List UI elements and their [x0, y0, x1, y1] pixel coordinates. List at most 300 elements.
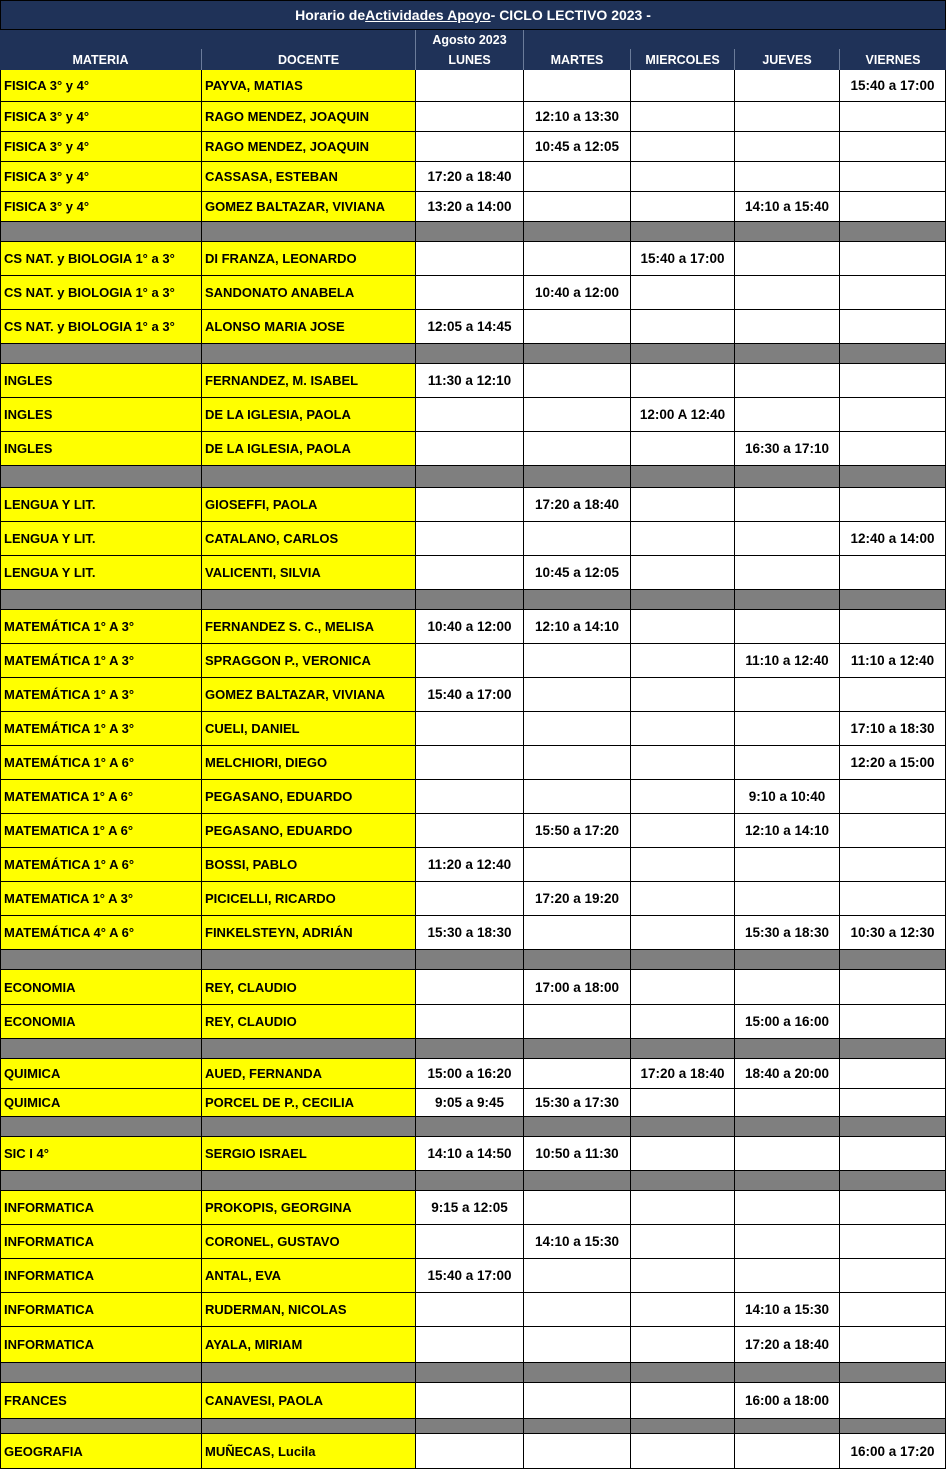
time-slot-martes	[524, 522, 631, 556]
separator-row	[524, 222, 631, 242]
column-header-miercoles: MIERCOLES	[631, 49, 735, 70]
time-slot-miercoles: 12:00 A 12:40	[631, 398, 735, 432]
time-slot-jueves: 16:30 a 17:10	[735, 432, 840, 466]
time-slot-viernes	[840, 432, 946, 466]
separator-row	[202, 1419, 416, 1434]
teacher-cell: CANAVESI, PAOLA	[202, 1383, 416, 1419]
time-slot-martes	[524, 364, 631, 398]
time-slot-viernes	[840, 1059, 946, 1089]
subject-cell: MATEMÁTICA 1° A 3°	[0, 712, 202, 746]
teacher-cell: MELCHIORI, DIEGO	[202, 746, 416, 780]
time-slot-jueves	[735, 1259, 840, 1293]
teacher-cell: REY, CLAUDIO	[202, 1005, 416, 1039]
time-slot-lunes: 11:20 a 12:40	[416, 848, 524, 882]
time-slot-lunes: 13:20 a 14:00	[416, 192, 524, 222]
time-slot-jueves	[735, 1089, 840, 1117]
time-slot-lunes	[416, 432, 524, 466]
time-slot-martes: 17:20 a 18:40	[524, 488, 631, 522]
separator-row	[202, 590, 416, 610]
time-slot-viernes	[840, 1089, 946, 1117]
time-slot-viernes	[840, 1293, 946, 1327]
time-slot-lunes: 11:30 a 12:10	[416, 364, 524, 398]
time-slot-miercoles: 15:40 a 17:00	[631, 242, 735, 276]
time-slot-jueves	[735, 522, 840, 556]
separator-row	[416, 590, 524, 610]
time-slot-jueves	[735, 398, 840, 432]
time-slot-lunes: 9:15 a 12:05	[416, 1191, 524, 1225]
time-slot-lunes	[416, 522, 524, 556]
time-slot-miercoles	[631, 132, 735, 162]
time-slot-jueves	[735, 162, 840, 192]
time-slot-martes	[524, 746, 631, 780]
time-slot-miercoles	[631, 970, 735, 1005]
time-slot-jueves	[735, 1225, 840, 1259]
time-slot-lunes	[416, 1005, 524, 1039]
time-slot-jueves	[735, 882, 840, 916]
separator-row	[524, 1039, 631, 1059]
subject-cell: CS NAT. y BIOLOGIA 1° a 3°	[0, 276, 202, 310]
time-slot-lunes	[416, 102, 524, 132]
time-slot-miercoles	[631, 1089, 735, 1117]
time-slot-martes: 10:45 a 12:05	[524, 132, 631, 162]
subject-cell: INFORMATICA	[0, 1259, 202, 1293]
separator-row	[735, 1171, 840, 1191]
time-slot-martes	[524, 1383, 631, 1419]
separator-row	[631, 1363, 735, 1383]
time-slot-viernes	[840, 814, 946, 848]
subject-cell: LENGUA Y LIT.	[0, 522, 202, 556]
time-slot-jueves: 18:40 a 20:00	[735, 1059, 840, 1089]
subject-cell: QUIMICA	[0, 1089, 202, 1117]
time-slot-jueves	[735, 102, 840, 132]
separator-row	[202, 1117, 416, 1137]
time-slot-martes: 17:00 a 18:00	[524, 970, 631, 1005]
time-slot-viernes	[840, 678, 946, 712]
separator-row	[524, 1363, 631, 1383]
time-slot-miercoles	[631, 310, 735, 344]
time-slot-viernes	[840, 162, 946, 192]
time-slot-miercoles	[631, 192, 735, 222]
time-slot-jueves	[735, 242, 840, 276]
time-slot-martes	[524, 780, 631, 814]
time-slot-martes	[524, 70, 631, 102]
subject-cell: INFORMATICA	[0, 1327, 202, 1363]
time-slot-martes	[524, 848, 631, 882]
separator-row	[202, 466, 416, 488]
separator-row	[416, 344, 524, 364]
subject-cell: QUIMICA	[0, 1059, 202, 1089]
time-slot-viernes	[840, 556, 946, 590]
separator-row	[0, 950, 202, 970]
time-slot-miercoles	[631, 556, 735, 590]
separator-row	[416, 1117, 524, 1137]
time-slot-martes: 14:10 a 15:30	[524, 1225, 631, 1259]
time-slot-martes: 15:30 a 17:30	[524, 1089, 631, 1117]
time-slot-jueves	[735, 678, 840, 712]
separator-row	[0, 466, 202, 488]
time-slot-lunes	[416, 488, 524, 522]
time-slot-miercoles	[631, 1434, 735, 1469]
time-slot-miercoles: 17:20 a 18:40	[631, 1059, 735, 1089]
separator-row	[631, 344, 735, 364]
time-slot-jueves	[735, 1434, 840, 1469]
time-slot-miercoles	[631, 70, 735, 102]
time-slot-jueves: 12:10 a 14:10	[735, 814, 840, 848]
teacher-cell: GOMEZ BALTAZAR, VIVIANA	[202, 678, 416, 712]
separator-row	[631, 950, 735, 970]
subject-cell: INGLES	[0, 398, 202, 432]
time-slot-martes: 10:45 a 12:05	[524, 556, 631, 590]
column-header-martes: MARTES	[524, 49, 631, 70]
teacher-cell: PICICELLI, RICARDO	[202, 882, 416, 916]
separator-row	[840, 1039, 946, 1059]
teacher-cell: CASSASA, ESTEBAN	[202, 162, 416, 192]
separator-row	[524, 344, 631, 364]
time-slot-viernes	[840, 398, 946, 432]
time-slot-miercoles	[631, 712, 735, 746]
time-slot-viernes: 10:30 a 12:30	[840, 916, 946, 950]
separator-row	[735, 222, 840, 242]
teacher-cell: RAGO MENDEZ, JOAQUIN	[202, 102, 416, 132]
separator-row	[0, 590, 202, 610]
time-slot-miercoles	[631, 780, 735, 814]
subject-cell: ECONOMIA	[0, 970, 202, 1005]
time-slot-lunes	[416, 1434, 524, 1469]
time-slot-jueves	[735, 132, 840, 162]
time-slot-viernes	[840, 610, 946, 644]
time-slot-miercoles	[631, 1259, 735, 1293]
time-slot-lunes	[416, 780, 524, 814]
separator-row	[840, 222, 946, 242]
separator-row	[735, 1363, 840, 1383]
time-slot-jueves	[735, 712, 840, 746]
time-slot-viernes: 12:40 a 14:00	[840, 522, 946, 556]
separator-row	[524, 1117, 631, 1137]
subject-cell: FISICA 3° y 4°	[0, 70, 202, 102]
time-slot-martes	[524, 310, 631, 344]
teacher-cell: SANDONATO ANABELA	[202, 276, 416, 310]
teacher-cell: CUELI, DANIEL	[202, 712, 416, 746]
teacher-cell: PEGASANO, EDUARDO	[202, 814, 416, 848]
separator-row	[416, 466, 524, 488]
subject-cell: INGLES	[0, 364, 202, 398]
time-slot-martes	[524, 1005, 631, 1039]
time-slot-jueves	[735, 364, 840, 398]
separator-row	[416, 950, 524, 970]
teacher-cell: BOSSI, PABLO	[202, 848, 416, 882]
time-slot-miercoles	[631, 488, 735, 522]
time-slot-viernes	[840, 1225, 946, 1259]
teacher-cell: ANTAL, EVA	[202, 1259, 416, 1293]
teacher-cell: CORONEL, GUSTAVO	[202, 1225, 416, 1259]
separator-row	[202, 1171, 416, 1191]
subject-cell: MATEMATICA 1° A 3°	[0, 882, 202, 916]
time-slot-viernes	[840, 310, 946, 344]
sheet-title	[0, 0, 946, 30]
title-prefix: Horario de	[295, 7, 366, 23]
separator-row	[202, 1039, 416, 1059]
teacher-cell: PORCEL DE P., CECILIA	[202, 1089, 416, 1117]
time-slot-martes: 10:50 a 11:30	[524, 1137, 631, 1171]
teacher-cell: DE LA IGLESIA, PAOLA	[202, 398, 416, 432]
time-slot-miercoles	[631, 276, 735, 310]
time-slot-martes: 15:50 a 17:20	[524, 814, 631, 848]
time-slot-lunes: 9:05 a 9:45	[416, 1089, 524, 1117]
time-slot-jueves	[735, 848, 840, 882]
separator-row	[735, 590, 840, 610]
subject-cell: LENGUA Y LIT.	[0, 556, 202, 590]
time-slot-miercoles	[631, 1383, 735, 1419]
time-slot-lunes	[416, 1225, 524, 1259]
separator-row	[524, 1419, 631, 1434]
time-slot-martes: 10:40 a 12:00	[524, 276, 631, 310]
teacher-cell: SERGIO ISRAEL	[202, 1137, 416, 1171]
subject-cell: CS NAT. y BIOLOGIA 1° a 3°	[0, 310, 202, 344]
separator-row	[0, 344, 202, 364]
time-slot-martes	[524, 432, 631, 466]
column-header-viernes: VIERNES	[840, 49, 946, 70]
time-slot-viernes	[840, 242, 946, 276]
separator-row	[631, 1419, 735, 1434]
time-slot-jueves: 15:00 a 16:00	[735, 1005, 840, 1039]
subject-cell: MATEMÁTICA 1° A 3°	[0, 678, 202, 712]
separator-row	[631, 466, 735, 488]
teacher-cell: DI FRANZA, LEONARDO	[202, 242, 416, 276]
teacher-cell: MUÑECAS, Lucila	[202, 1434, 416, 1469]
time-slot-miercoles	[631, 1005, 735, 1039]
time-slot-miercoles	[631, 1137, 735, 1171]
time-slot-martes	[524, 1434, 631, 1469]
subject-cell: MATEMÁTICA 1° A 6°	[0, 848, 202, 882]
teacher-cell: VALICENTI, SILVIA	[202, 556, 416, 590]
subject-cell: ECONOMIA	[0, 1005, 202, 1039]
time-slot-viernes	[840, 364, 946, 398]
time-slot-viernes: 15:40 a 17:00	[840, 70, 946, 102]
time-slot-lunes: 10:40 a 12:00	[416, 610, 524, 644]
time-slot-martes	[524, 1259, 631, 1293]
separator-row	[840, 344, 946, 364]
time-slot-miercoles	[631, 882, 735, 916]
subject-cell: INGLES	[0, 432, 202, 466]
time-slot-viernes	[840, 1137, 946, 1171]
separator-row	[416, 1419, 524, 1434]
subject-cell: FISICA 3° y 4°	[0, 162, 202, 192]
teacher-cell: PAYVA, MATIAS	[202, 70, 416, 102]
teacher-cell: PROKOPIS, GEORGINA	[202, 1191, 416, 1225]
time-slot-jueves	[735, 310, 840, 344]
header-band-right	[524, 30, 946, 49]
time-slot-lunes: 15:40 a 17:00	[416, 678, 524, 712]
column-header-jueves: JUEVES	[735, 49, 840, 70]
separator-row	[416, 1171, 524, 1191]
time-slot-miercoles	[631, 848, 735, 882]
time-slot-martes	[524, 398, 631, 432]
time-slot-jueves	[735, 556, 840, 590]
separator-row	[735, 344, 840, 364]
time-slot-lunes	[416, 132, 524, 162]
time-slot-miercoles	[631, 644, 735, 678]
separator-row	[524, 590, 631, 610]
teacher-cell: RUDERMAN, NICOLAS	[202, 1293, 416, 1327]
time-slot-lunes	[416, 712, 524, 746]
time-slot-viernes	[840, 1259, 946, 1293]
time-slot-miercoles	[631, 102, 735, 132]
time-slot-martes	[524, 1327, 631, 1363]
subject-cell: FISICA 3° y 4°	[0, 132, 202, 162]
time-slot-viernes	[840, 102, 946, 132]
time-slot-lunes	[416, 814, 524, 848]
separator-row	[631, 1039, 735, 1059]
separator-row	[416, 1363, 524, 1383]
time-slot-jueves	[735, 70, 840, 102]
header-band-left	[0, 30, 416, 49]
subject-cell: MATEMÁTICA 4° A 6°	[0, 916, 202, 950]
time-slot-jueves: 11:10 a 12:40	[735, 644, 840, 678]
separator-row	[840, 1117, 946, 1137]
teacher-cell: ALONSO MARIA JOSE	[202, 310, 416, 344]
separator-row	[524, 950, 631, 970]
time-slot-lunes	[416, 882, 524, 916]
time-slot-jueves: 15:30 a 18:30	[735, 916, 840, 950]
separator-row	[202, 344, 416, 364]
subject-cell: MATEMÁTICA 1° A 3°	[0, 644, 202, 678]
separator-row	[631, 222, 735, 242]
separator-row	[0, 1039, 202, 1059]
time-slot-lunes: 15:40 a 17:00	[416, 1259, 524, 1293]
time-slot-lunes	[416, 556, 524, 590]
time-slot-martes	[524, 192, 631, 222]
time-slot-martes	[524, 1059, 631, 1089]
time-slot-viernes	[840, 1005, 946, 1039]
month-label: Agosto 2023	[416, 30, 524, 49]
title-suffix: - CICLO LECTIVO 2023 -	[490, 7, 651, 23]
time-slot-miercoles	[631, 1293, 735, 1327]
time-slot-martes	[524, 678, 631, 712]
teacher-cell: RAGO MENDEZ, JOAQUIN	[202, 132, 416, 162]
time-slot-lunes: 14:10 a 14:50	[416, 1137, 524, 1171]
subject-cell: GEOGRAFIA	[0, 1434, 202, 1469]
subject-cell: MATEMÁTICA 1° A 3°	[0, 610, 202, 644]
time-slot-viernes	[840, 132, 946, 162]
time-slot-martes	[524, 644, 631, 678]
time-slot-viernes	[840, 848, 946, 882]
separator-row	[0, 1117, 202, 1137]
time-slot-lunes	[416, 70, 524, 102]
time-slot-viernes: 11:10 a 12:40	[840, 644, 946, 678]
subject-cell: CS NAT. y BIOLOGIA 1° a 3°	[0, 242, 202, 276]
time-slot-martes	[524, 916, 631, 950]
teacher-cell: GIOSEFFI, PAOLA	[202, 488, 416, 522]
separator-row	[735, 1039, 840, 1059]
separator-row	[416, 1039, 524, 1059]
time-slot-jueves: 17:20 a 18:40	[735, 1327, 840, 1363]
column-header-docente: DOCENTE	[202, 49, 416, 70]
separator-row	[840, 1171, 946, 1191]
time-slot-miercoles	[631, 814, 735, 848]
time-slot-lunes	[416, 276, 524, 310]
time-slot-miercoles	[631, 364, 735, 398]
time-slot-martes: 17:20 a 19:20	[524, 882, 631, 916]
time-slot-viernes	[840, 1327, 946, 1363]
separator-row	[416, 222, 524, 242]
time-slot-miercoles	[631, 610, 735, 644]
separator-row	[735, 950, 840, 970]
teacher-cell: PEGASANO, EDUARDO	[202, 780, 416, 814]
time-slot-viernes	[840, 276, 946, 310]
time-slot-jueves	[735, 276, 840, 310]
separator-row	[524, 466, 631, 488]
separator-row	[735, 1117, 840, 1137]
time-slot-miercoles	[631, 746, 735, 780]
subject-cell: INFORMATICA	[0, 1225, 202, 1259]
subject-cell: SIC I 4°	[0, 1137, 202, 1171]
teacher-cell: REY, CLAUDIO	[202, 970, 416, 1005]
time-slot-martes: 12:10 a 14:10	[524, 610, 631, 644]
time-slot-miercoles	[631, 1191, 735, 1225]
time-slot-miercoles	[631, 1327, 735, 1363]
subject-cell: FISICA 3° y 4°	[0, 192, 202, 222]
separator-row	[735, 1419, 840, 1434]
time-slot-viernes: 16:00 a 17:20	[840, 1434, 946, 1469]
time-slot-miercoles	[631, 1225, 735, 1259]
subject-cell: FRANCES	[0, 1383, 202, 1419]
separator-row	[0, 1171, 202, 1191]
time-slot-martes	[524, 1293, 631, 1327]
separator-row	[840, 950, 946, 970]
teacher-cell: SPRAGGON P., VERONICA	[202, 644, 416, 678]
time-slot-jueves	[735, 1137, 840, 1171]
separator-row	[0, 222, 202, 242]
teacher-cell: GOMEZ BALTAZAR, VIVIANA	[202, 192, 416, 222]
time-slot-martes	[524, 162, 631, 192]
time-slot-lunes	[416, 1327, 524, 1363]
time-slot-viernes	[840, 1191, 946, 1225]
separator-row	[631, 1117, 735, 1137]
separator-row	[840, 590, 946, 610]
separator-row	[202, 1363, 416, 1383]
time-slot-viernes	[840, 780, 946, 814]
time-slot-lunes	[416, 746, 524, 780]
time-slot-miercoles	[631, 678, 735, 712]
time-slot-jueves	[735, 610, 840, 644]
time-slot-viernes: 17:10 a 18:30	[840, 712, 946, 746]
teacher-cell: AYALA, MIRIAM	[202, 1327, 416, 1363]
separator-row	[524, 1171, 631, 1191]
time-slot-viernes	[840, 882, 946, 916]
time-slot-lunes	[416, 398, 524, 432]
teacher-cell: CATALANO, CARLOS	[202, 522, 416, 556]
subject-cell: LENGUA Y LIT.	[0, 488, 202, 522]
subject-cell: FISICA 3° y 4°	[0, 102, 202, 132]
time-slot-jueves	[735, 488, 840, 522]
time-slot-jueves: 9:10 a 10:40	[735, 780, 840, 814]
subject-cell: INFORMATICA	[0, 1191, 202, 1225]
time-slot-martes	[524, 712, 631, 746]
separator-row	[840, 1363, 946, 1383]
teacher-cell: AUED, FERNANDA	[202, 1059, 416, 1089]
teacher-cell: FERNANDEZ, M. ISABEL	[202, 364, 416, 398]
time-slot-lunes	[416, 242, 524, 276]
subject-cell: MATEMÁTICA 1° A 6°	[0, 746, 202, 780]
separator-row	[202, 950, 416, 970]
time-slot-viernes	[840, 1383, 946, 1419]
separator-row	[840, 1419, 946, 1434]
teacher-cell: DE LA IGLESIA, PAOLA	[202, 432, 416, 466]
time-slot-lunes	[416, 1383, 524, 1419]
separator-row	[0, 1363, 202, 1383]
subject-cell: MATEMATICA 1° A 6°	[0, 780, 202, 814]
time-slot-jueves	[735, 746, 840, 780]
